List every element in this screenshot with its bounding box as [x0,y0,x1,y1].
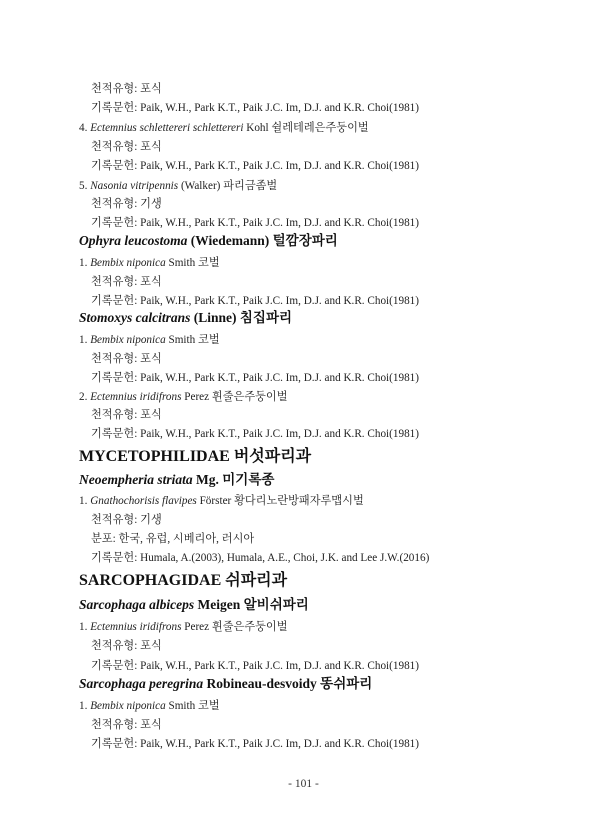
enemy-entry [79,699,220,713]
text-segment: MYCETOPHILIDAE 버섯파리과 [79,448,312,465]
text-segment: 1. [79,334,91,346]
scientific-name: Ectemnius iridifrons [90,621,182,633]
text-segment: Smith 코벌 [165,700,220,712]
scientific-name: Ophyra leucostoma [79,233,188,248]
entry-detail [91,101,419,115]
text-segment: 1. [79,495,91,507]
text-segment: (Linne) 침집파리 [190,310,293,325]
text-segment: Perez 휜줄은주둥이벌 [181,621,288,633]
scientific-name: Gnathochorisis flavipes [90,495,197,507]
text-segment: 기록문헌: Paik, W.H., Park K.T., Paik J.C. Im, D.J. and K.R. Choi(1981) [91,428,419,440]
text-segment: SARCOPHAGIDAE 쉬파리과 [79,572,288,589]
text-segment: 4. [79,122,91,134]
text-segment: 1. [79,621,91,633]
entry-detail [91,371,419,385]
scientific-name: Bembix niponica [90,334,166,346]
scientific-name: Sarcophaga peregrina [79,676,204,691]
species-heading [79,676,372,692]
entry-detail [91,408,162,422]
entry-detail [91,140,162,154]
entry-detail [91,639,162,653]
text-segment: (Walker) 파리금좀벌 [178,180,278,192]
entry-detail [91,275,162,289]
text-segment: 천적유형: 포식 [91,719,162,731]
family-heading [79,572,287,590]
enemy-entry [79,256,220,270]
text-segment: 5. [79,180,91,192]
species-heading [79,597,309,613]
text-segment: 천적유형: 포식 [91,640,162,652]
scientific-name: Stomoxys calcitrans [79,310,191,325]
species-heading [79,233,338,249]
text-segment: 기록문헌: Paik, W.H., Park K.T., Paik J.C. Im, D.J. and K.R. Choi(1981) [91,160,419,172]
text-segment: Smith 코벌 [165,257,220,269]
scientific-name: Sarcophaga albiceps [79,597,195,612]
text-segment: 기록문헌: Paik, W.H., Park K.T., Paik J.C. Im, D.J. and K.R. Choi(1981) [91,102,419,114]
page-number: - 101 - [288,778,319,790]
text-segment: Perez 휜줄은주둥이벌 [181,391,288,403]
entry-detail [91,294,419,308]
entry-detail [91,532,254,546]
text-segment: 1. [79,700,91,712]
text-segment: 2. [79,391,91,403]
entry-detail [91,352,162,366]
text-segment: 기록문헌: Paik, W.H., Park K.T., Paik J.C. Im, D.J. and K.R. Choi(1981) [91,660,419,672]
entry-detail [91,159,419,173]
enemy-entry [79,390,288,404]
text-segment: 천적유형: 포식 [91,353,162,365]
text-segment: 기록문헌: Paik, W.H., Park K.T., Paik J.C. Im, D.J. and K.R. Choi(1981) [91,738,419,750]
entry-detail [91,551,429,565]
scientific-name: Bembix niponica [90,257,166,269]
text-segment: 천적유형: 포식 [91,141,162,153]
family-heading [79,448,311,466]
entry-detail [91,513,162,527]
text-segment: 천적유형: 포식 [91,276,162,288]
scientific-name: Neoempheria striata [79,472,193,487]
entry-detail [91,737,419,751]
scientific-name: Ectemnius schlettereri schlettereri [90,122,244,134]
enemy-entry [79,333,220,347]
entry-detail [91,427,419,441]
enemy-entry [79,620,288,634]
enemy-entry [79,121,369,135]
text-segment: Meigen 알비쉬파리 [194,597,309,612]
enemy-entry [79,494,364,508]
text-segment: Kohl 쉴레테레은주둥이벌 [243,122,369,134]
text-segment: (Wiedemann) 털깜장파리 [187,233,338,248]
scientific-name: Nasonia vitripennis [90,180,179,192]
scientific-name: Ectemnius iridifrons [90,391,182,403]
entry-detail [91,216,419,230]
text-segment: 분포: 한국, 유럽, 시베리아, 러시아 [91,533,255,545]
text-segment: 천적유형: 포식 [91,83,162,95]
entry-detail [91,659,419,673]
text-segment: 기록문헌: Humala, A.(2003), Humala, A.E., Choi, J.K. and Lee J.W.(2016) [91,552,430,564]
entry-detail [91,718,162,732]
text-segment: 천적유형: 포식 [91,409,162,421]
text-segment: 1. [79,257,91,269]
species-heading [79,310,292,326]
entry-detail [91,197,162,211]
text-segment: 기록문헌: Paik, W.H., Park K.T., Paik J.C. Im, D.J. and K.R. Choi(1981) [91,295,419,307]
text-segment: 기록문헌: Paik, W.H., Park K.T., Paik J.C. Im, D.J. and K.R. Choi(1981) [91,372,419,384]
text-segment: Smith 코벌 [165,334,220,346]
text-segment: Mg. 미기록종 [192,472,275,487]
entry-detail [91,82,162,96]
species-heading [79,472,274,488]
text-segment: 천적유형: 기생 [91,514,162,526]
enemy-entry [79,179,277,193]
text-segment: Förster 황다리노란방패자루맵시벌 [196,495,364,507]
text-segment: 기록문헌: Paik, W.H., Park K.T., Paik J.C. Im, D.J. and K.R. Choi(1981) [91,217,419,229]
text-segment: 천적유형: 기생 [91,198,162,210]
scientific-name: Bembix niponica [90,700,166,712]
text-segment: Robineau-desvoidy 똥쉬파리 [203,676,373,691]
